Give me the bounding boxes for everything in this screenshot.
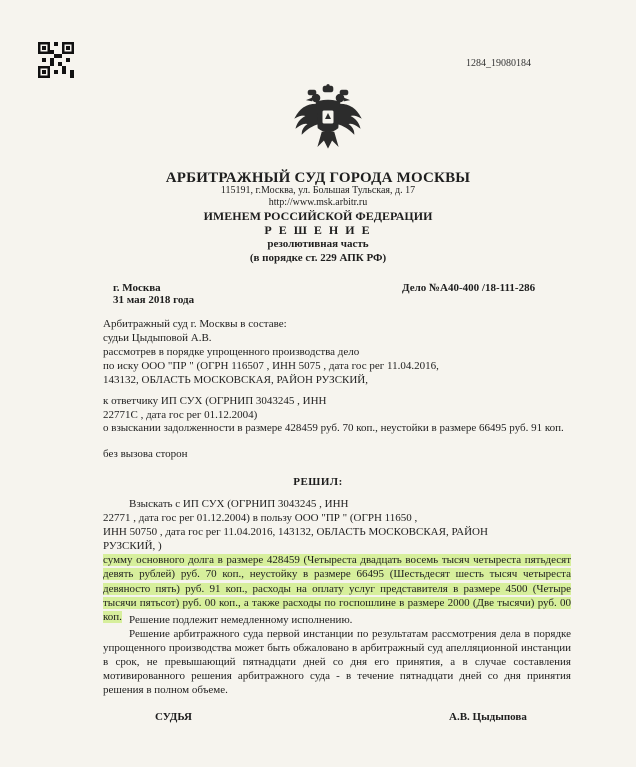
coat-of-arms-icon: [292, 84, 364, 150]
court-composition: [103, 317, 571, 387]
court-address: 115191, г.Москва, ул. Большая Тульская, д. 17: [220, 185, 416, 196]
case-number: Дело №А40-400 /18-111-286: [402, 282, 536, 294]
judge-name: А.В. Цыдыпова: [449, 711, 527, 723]
court-title: АРБИТРАЖНЫЙ СУД ГОРОДА МОСКВЫ: [165, 170, 471, 186]
ruling-line: ИНН 50750 , дата гос рег 11.04.2016, 143132, ОБЛАСТЬ МОСКОВСКАЯ, РАЙОН: [103, 526, 488, 539]
appeal-text: Решение арбитражного суда первой инстанции по результатам рассмотрения дела в порядке упрощенного производства может быть обжаловано в арбитражный суд апелляционной инстанции в срок, не превышающий пятнадцати дней со дня его принятия, а в случае составления мотивированного решения арбитражного суда - в течение пятнадцати дней со дня принятия решения в полном объеме.: [103, 628, 571, 697]
resolved-heading: РЕШИЛ:: [293, 476, 343, 488]
ruling-line: 22771 , дата гос рег 01.12.2004) в пользу ООО "ПР " (ОГРН 11650 ,: [103, 512, 418, 525]
ruling-line: Взыскать с ИП СУХ (ОГРНИП 3043245 , ИНН: [129, 498, 349, 510]
ruling: [103, 497, 571, 624]
in-the-name-of: ИМЕНЕМ РОССИЙСКОЙ ФЕДЕРАЦИИ: [203, 209, 433, 223]
respondent: [103, 394, 571, 422]
claim-subject: [103, 421, 571, 435]
highlighted-amounts: сумму основного долга в размере 428459 (Четыреста двадцать восемь тысяч четыреста пятьдесят девять рублей) руб. 70 коп., неустойку в размере 66495 (Шестьдесят шесть тысяч четыреста девяносто пять) руб. 91 коп., расходы на оплату услуг представителя в размере 4500 (Четыре тысячи пятьсот) руб. 00 коп., а также расходы по госпошлине в размере 2000 (Две тысячи) руб. 00 коп.: [103, 554, 571, 623]
court-website: http://www.msk.arbitr.ru: [268, 197, 368, 208]
no-parties-text: без вызова сторон: [103, 448, 188, 460]
decision-date: 31 мая 2018 года: [113, 294, 195, 306]
procedure-label: (в порядке ст. 229 АПК РФ): [249, 252, 387, 264]
immediate-text: Решение подлежит немедленному исполнению.: [129, 614, 353, 626]
composition-line: рассмотрев в порядке упрощенного производства дело: [103, 346, 360, 359]
ruling-line: РУЗСКИЙ, ): [103, 540, 162, 553]
composition-line: судьи Цыдыповой А.В.: [103, 332, 212, 345]
resolutive-part-label: резолютивная часть: [267, 238, 369, 250]
judge-label: СУДЬЯ: [155, 711, 192, 723]
qr-code: [38, 42, 74, 78]
document-id: 1284_19080184: [466, 58, 531, 69]
composition-line: Арбитражный суд г. Москвы в составе:: [103, 318, 287, 330]
composition-line: 143132, ОБЛАСТЬ МОСКОВСКАЯ, РАЙОН РУЗСКИЙ,: [103, 374, 369, 387]
immediate-execution: [103, 613, 571, 627]
city: г. Москва: [113, 282, 161, 294]
document-type: Р Е Ш Е Н И Е: [264, 223, 372, 237]
respondent-line: к ответчику ИП СУХ (ОГРНИП 3043245 , ИНН: [103, 395, 327, 407]
respondent-line: 22771С , дата гос рег 01.12.2004): [103, 409, 258, 422]
claim-text: о взыскании задолженности в размере 428459 руб. 70 коп., неустойки в размере 66495 руб. 91 коп.: [103, 422, 564, 434]
composition-line: по иску ООО "ПР " (ОГРН 116507 , ИНН 5075 , дата гос рег 11.04.2016,: [103, 360, 439, 373]
no-parties-note: [103, 447, 571, 461]
appeal-procedure: [103, 627, 571, 697]
